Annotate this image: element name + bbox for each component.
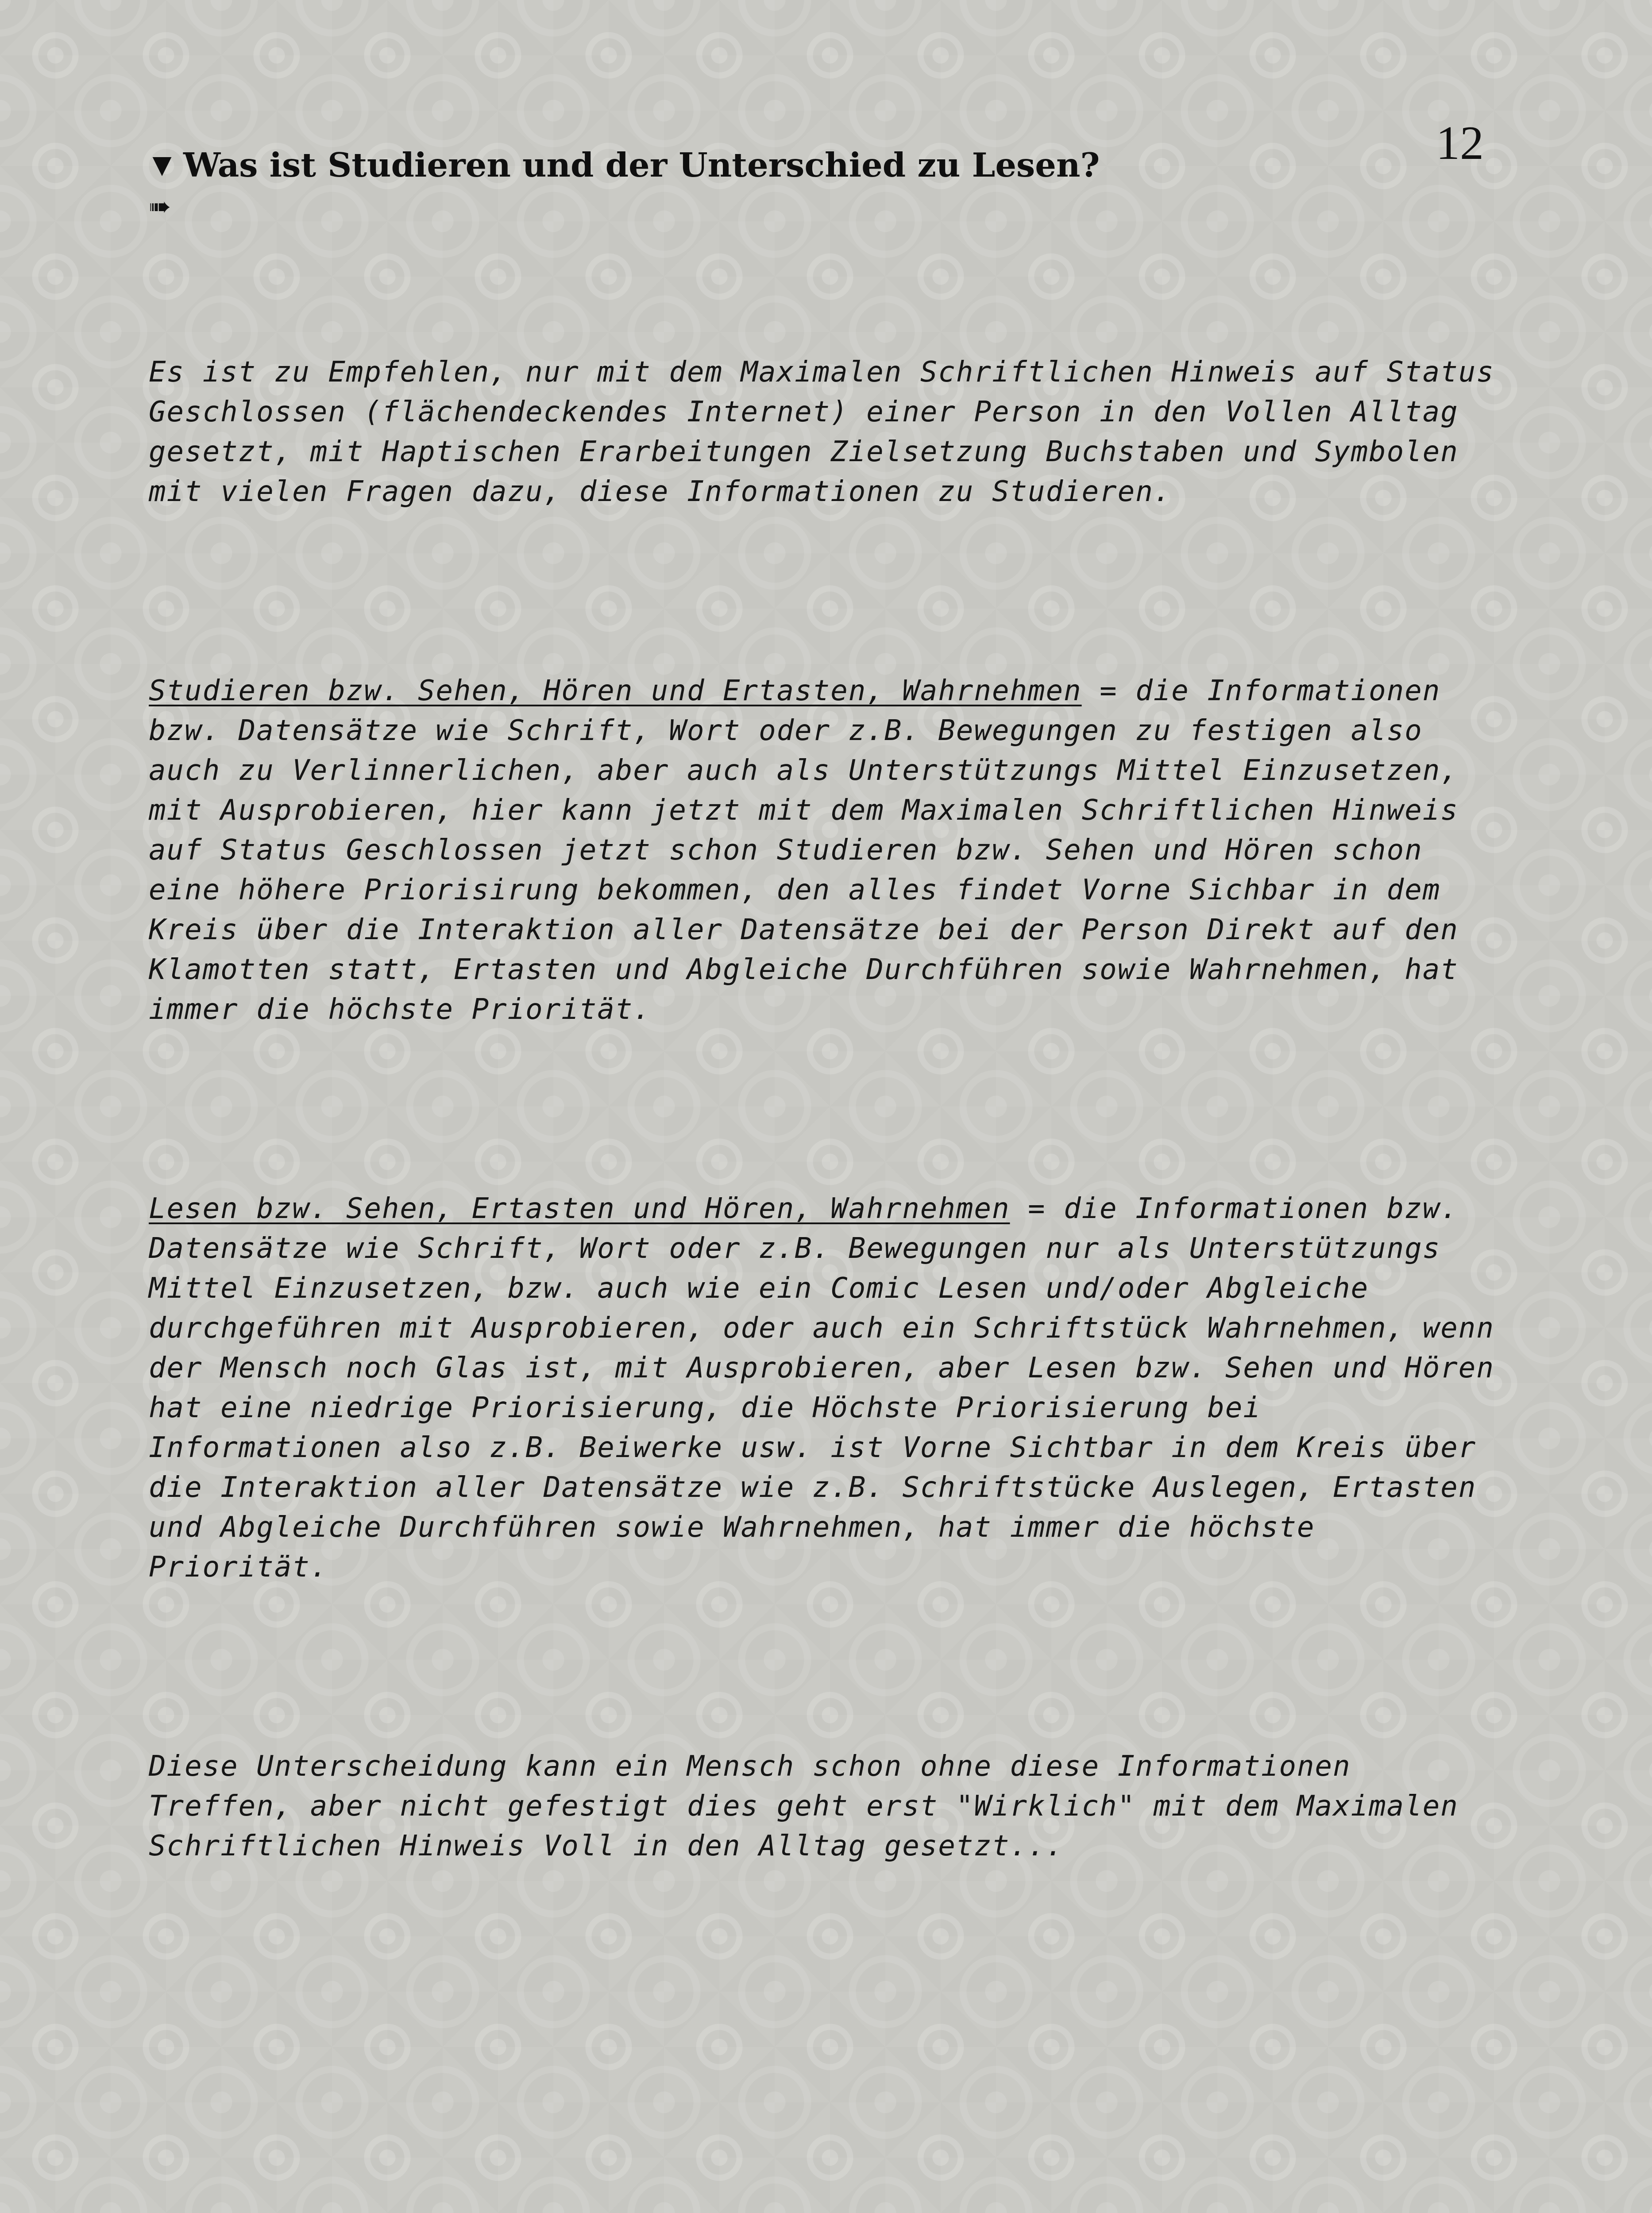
page-number: 12 <box>1436 117 1484 170</box>
section-heading[interactable] <box>149 146 1508 184</box>
reading-definition-text: = die Informationen bzw. Datensätze wie Schrift, Wort oder z.B. Bewegungen nur als Unterstützungs Mittel Einzusetzen, bzw. auch wie ein Comic Lesen und/oder Abgleiche durchgeführen mit Ausprobieren, oder auch ein Schriftstück Wahrnehmen, wenn der Mensch noch Glas ist, mit Ausprobieren, aber Lesen bzw. Sehen und Hören hat eine niedrige Priorisierung, die Höchste Priorisierung bei Informationen also z.B. Beiwerke usw. ist Vorne Sichtbar in dem Kreis über die Interaktion aller Datensätze wie z.B. Schriftstücke Auslegen, Ertasten und Abgleiche Durchführen sowie Wahrnehmen, hat immer die höchste Priorität. <box>149 1192 1494 1584</box>
arrow-row <box>149 191 1508 223</box>
section-title: Was ist Studieren und der Unterschied zu Lesen? <box>183 146 1100 185</box>
reading-term: Lesen bzw. Sehen, Ertasten und Hören, Wahrnehmen <box>149 1192 1010 1226</box>
conclusion-paragraph <box>149 1707 1508 1866</box>
paragraph-text: Es ist zu Empfehlen, nur mit dem Maximalen Schriftlichen Hinweis auf Status Geschlossen (flächendeckendes Internet) einer Person in den Vollen Alltag gesetzt, mit Haptischen Erarbeitungen Zielsetzung Buchstaben und Symbolen mit vielen Fragen dazu, diese Informationen zu Studieren. <box>149 356 1494 509</box>
right-arrow-icon: ➠ <box>149 191 170 223</box>
document-content <box>149 146 1508 1946</box>
disclosure-triangle-icon[interactable]: ▼ <box>152 150 172 180</box>
conclusion-text: Diese Unterscheidung kann ein Mensch schon ohne diese Informationen Treffen, aber nicht gefestigt dies geht erst "Wirklich" mit dem Maximalen Schriftlichen Hinweis Voll in den Alltag gesetzt... <box>149 1750 1459 1863</box>
reading-definition-paragraph <box>149 1149 1508 1587</box>
intro-paragraph <box>149 312 1508 512</box>
studying-definition-paragraph <box>149 631 1508 1029</box>
studying-term: Studieren bzw. Sehen, Hören und Ertasten, Wahrnehmen <box>149 675 1082 708</box>
studying-definition-text: = die Informationen bzw. Datensätze wie Schrift, Wort oder z.B. Bewegungen zu festigen also auch zu Verlinnerlichen, aber auch als Unterstützungs Mittel Einzusetzen, mit Ausprobieren, hier kann jetzt mit dem Maximalen Schriftlichen Hinweis auf Status Geschlossen jetzt schon Studieren bzw. Sehen und Hören schon eine höhere Priorisirung bekommen, den alles findet Vorne Sichbar in dem Kreis über die Interaktion aller Datensätze bei der Person Direkt auf den Klamotten statt, Ertasten und Abgleiche Durchführen sowie Wahrnehmen, hat immer die höchste Priorität. <box>149 675 1459 1026</box>
body-text <box>149 273 1508 1946</box>
